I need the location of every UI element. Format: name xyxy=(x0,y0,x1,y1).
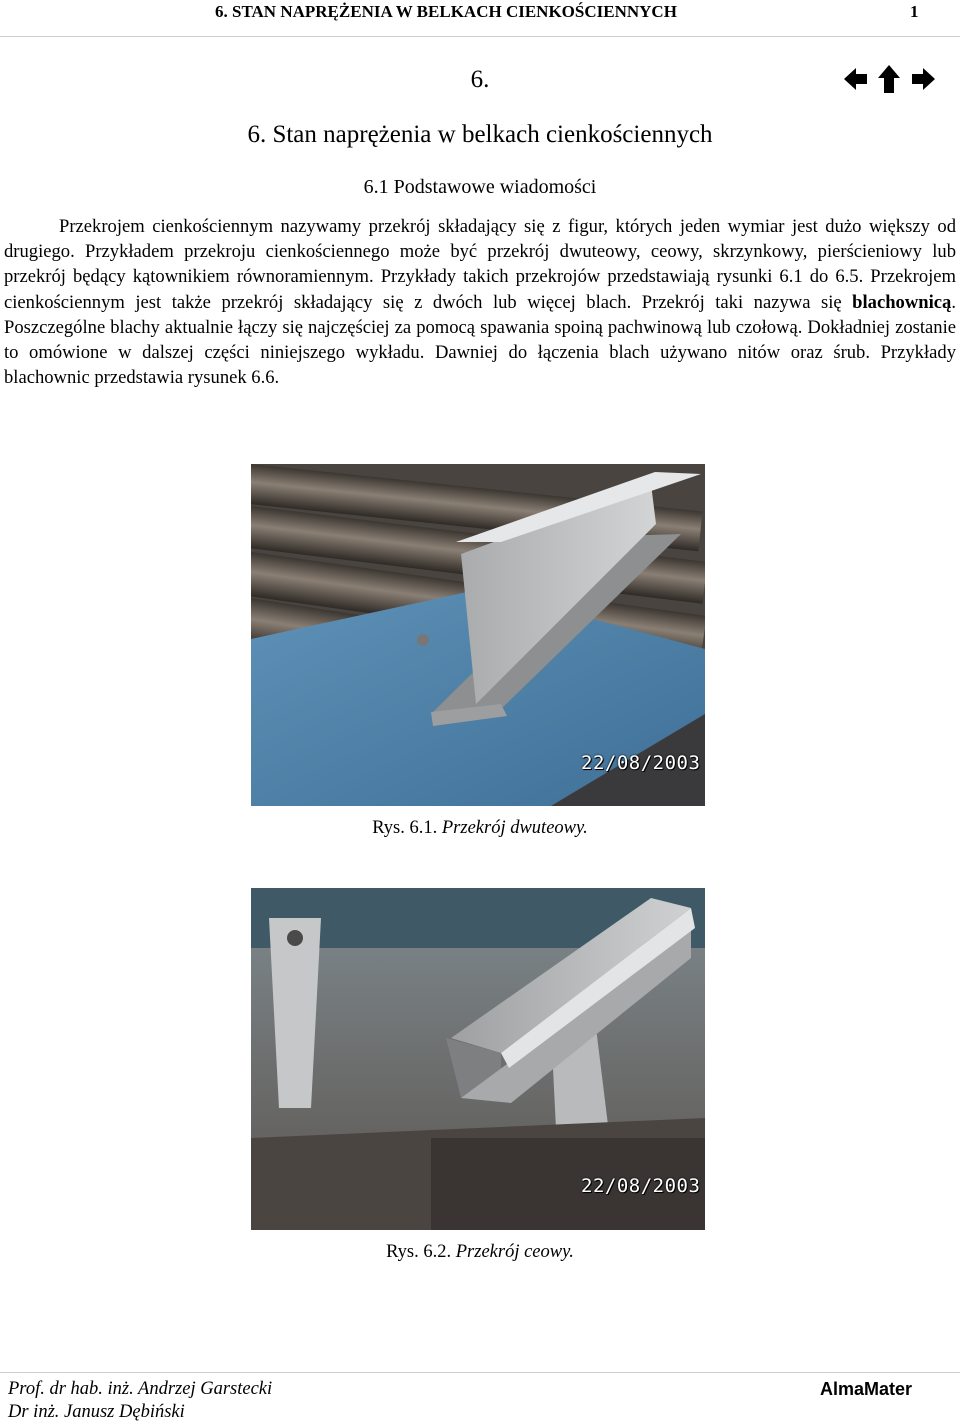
header-title: 6. STAN NAPRĘŻENIA W BELKACH CIENKOŚCIENNYCH xyxy=(215,2,677,21)
paragraph-text-2: . Poszczególne blachy aktualnie łączy się najczęściej za pomocą spawania spoiną pachwinową lub czołową. Dokładniej zostanie to omówione w dalszej części niniejszego wykładu. Dawniej do łączenia blach używano nitów oraz śrub. Przykłady blachownic przedstawia rysunek 6.6. xyxy=(4,291,956,389)
chapter-number: 6. xyxy=(470,66,490,93)
running-header xyxy=(0,0,960,37)
term-blachownica: blachownicą xyxy=(852,291,952,313)
arrow-left-icon[interactable] xyxy=(840,62,870,96)
caption-text: Przekrój dwuteowy. xyxy=(441,818,588,838)
figure-c-channel-photo xyxy=(251,888,705,1230)
caption-text: Przekrój ceowy. xyxy=(455,1242,574,1262)
figure-caption-1 xyxy=(0,818,960,839)
figure-caption-2 xyxy=(0,1242,960,1263)
paragraph-text-1: Przekrojem cienkościennym nazywamy przekrój składający się z figur, których jeden wymiar jest dużo większy od drugiego. Przykładem przekroju cienkościennego może być przekrój dwuteowy, ceowy, skrzynkowy, pierścieniowy lub przekrój będący kątownikiem równoramiennym. Przykłady takich przekrojów przedstawiają rysunki 6.1 do 6.5. Przekrojem cienkościennym jest także przekrój składający się z dwóch lub więcej blach. Przekrój taki nazywa się xyxy=(4,216,956,313)
footer-brand: AlmaMater xyxy=(820,1379,913,1399)
figure-i-beam-photo xyxy=(251,464,705,806)
arrow-up-icon[interactable] xyxy=(874,62,904,96)
intro-paragraph xyxy=(4,214,956,390)
chapter-title: 6. Stan naprężenia w belkach cienkościennych xyxy=(247,121,713,148)
photo-date-stamp: 22/08/2003 xyxy=(581,752,701,774)
caption-label: Rys. 6.2. xyxy=(386,1242,452,1262)
photo-date-stamp: 22/08/2003 xyxy=(581,1175,701,1197)
page-number: 1 xyxy=(910,2,919,21)
footer-author-1: Prof. dr hab. inż. Andrzej Garstecki xyxy=(8,1379,273,1399)
arrow-right-icon[interactable] xyxy=(908,62,938,96)
footer-author-2: Dr inż. Janusz Dębiński xyxy=(8,1402,185,1422)
caption-label: Rys. 6.1. xyxy=(372,818,438,838)
section-title: 6.1 Podstawowe wiadomości xyxy=(363,176,597,198)
page-footer xyxy=(0,1372,960,1424)
navigation-arrows xyxy=(840,62,940,96)
